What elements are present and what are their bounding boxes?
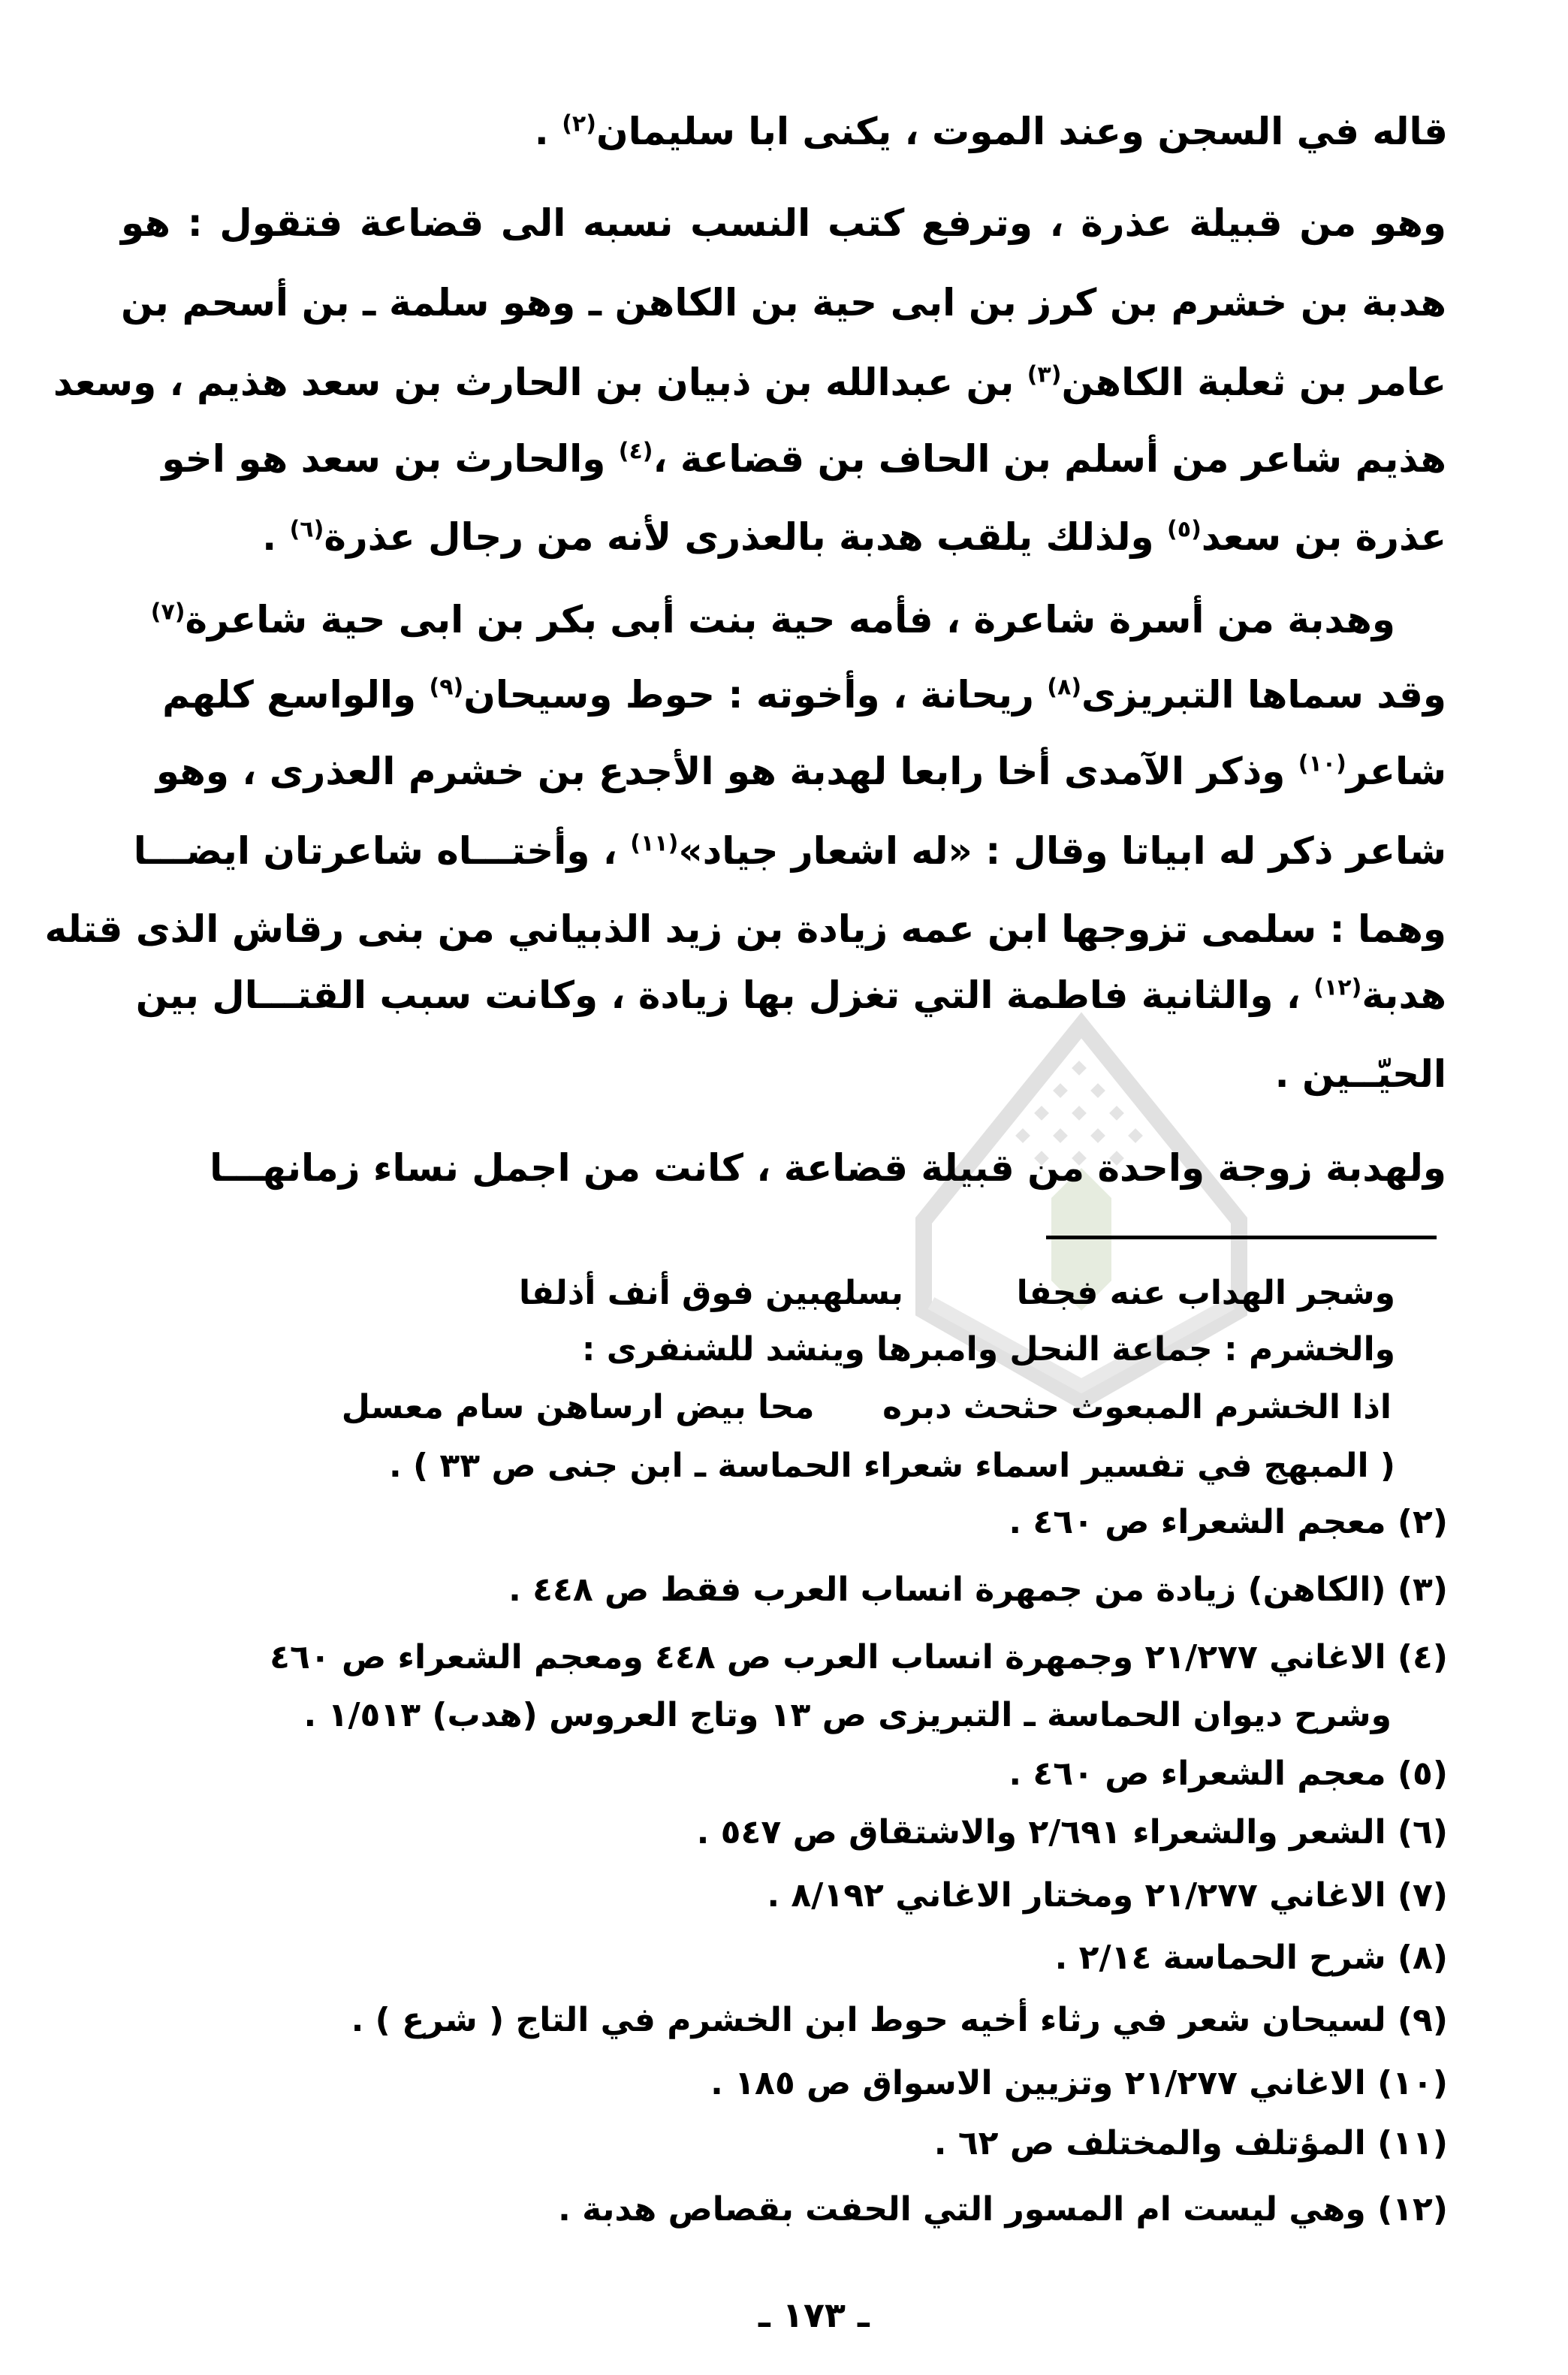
line-text: ، وأختـــاه شاعرتان ايضـــا [133, 829, 631, 873]
footnote-10 [710, 2064, 1448, 2102]
line-text: ولذلك يلقب هدبة بالعذرى لأنه من رجال عذرة [324, 515, 1168, 559]
line-text: والحارث بن سعد هو اخو [161, 437, 619, 481]
footnote-number: (٩) [1397, 2001, 1448, 2039]
footnote-12 [558, 2190, 1448, 2229]
footnote-number: (٤) [1397, 1638, 1448, 1676]
footnote-separator [1046, 1236, 1437, 1239]
footnote-7 [767, 1876, 1448, 1915]
body-line-10 [133, 829, 1446, 873]
footnote-ref[interactable]: (١٠) [1298, 750, 1346, 777]
footnote-text: الاغاني ٢١/٢٧٧ وتزيين الاسواق ص ١٨٥ . [710, 2064, 1366, 2102]
line-text: شاعر ذكر له ابياتا وقال : «له اشعار جياد» [678, 829, 1446, 873]
footnote-text: الشعر والشعراء ٢/٦٩١ والاشتقاق ص ٥٤٧ . [696, 1813, 1386, 1851]
line-text: والواسع كلهم [162, 673, 430, 717]
definition-text: والخشرم : جماعة النحل وامبرها وينشد للشنفرى : [581, 1330, 1395, 1369]
body-line-3 [121, 281, 1446, 324]
citation-text: ( المبهج في تفسير اسماء شعراء الحماسة ـ ابن جنى ص ٣٣ ) . [388, 1447, 1395, 1485]
line-text: بن عبدالله بن ذبيان بن الحارث بن سعد هذيم ، وسعد [53, 361, 1027, 404]
footnote-number: (٢) [1397, 1503, 1448, 1541]
line-text: هذيم شاعر من أسلم بن الحاف بن قضاعة ، [653, 437, 1446, 481]
line-text: الحيّــين . [1274, 1052, 1446, 1096]
footnote-number: (٣) [1397, 1571, 1448, 1609]
line-text: ريحانة ، وأخوته : حوط وسيحان [463, 673, 1048, 717]
body-line-4 [53, 361, 1446, 404]
footnote-text: الاغاني ٢١/٢٧٧ وجمهرة انساب العرب ص ٤٤٨ ومعجم الشعراء ص ٤٦٠ [270, 1638, 1386, 1676]
footnote-ref[interactable]: (٣) [1027, 361, 1062, 388]
body-line-14 [121, 1146, 1446, 1190]
body-line-12 [135, 973, 1446, 1017]
body-line-8 [162, 673, 1446, 717]
footnote-text: لسيحان شعر في رثاء أخيه حوط ابن الخشرم في التاج ( شرع ) . [351, 2001, 1386, 2039]
footnote-9 [351, 2001, 1448, 2039]
footnote-ref[interactable]: (١١) [630, 830, 679, 857]
line-text: وهو من قبيلة عذرة ، وترفع كتب النسب نسبه الى قضاعة فتقول : هو [121, 201, 1446, 245]
footnote-text: معجم الشعراء ص ٤٦٠ . [1009, 1503, 1386, 1541]
line-text: قاله في السجن وعند الموت ، يكنى ابا سليمان [596, 110, 1448, 153]
line-text: هدبة بن خشرم بن كرز بن ابى حية بن الكاهن ـ وهو سلمة ـ بن أسحم بن [121, 281, 1446, 324]
line-text: هدبة [1361, 973, 1446, 1017]
footnote-number: (١٠) [1377, 2064, 1448, 2102]
body-line-11 [44, 907, 1446, 951]
verse-hemistich-left: بسلهبين فوق أنف أذلفا [519, 1274, 903, 1312]
verse-2 [341, 1388, 1392, 1426]
footnote-8 [1054, 1939, 1448, 1977]
footnote-5 [1009, 1755, 1448, 1793]
footnote-number: (٦) [1397, 1813, 1448, 1851]
footnote-text: المؤتلف والمختلف ص ٦٢ . [933, 2124, 1366, 2162]
verse-hemistich-right: اذا الخشرم المبعوث حثحث دبره [882, 1388, 1392, 1426]
footnote-4-continued [303, 1696, 1392, 1734]
line-text: وهما : سلمى تزوجها ابن عمه زيادة بن زيد الذبياني من بنى رقاش الذى قتله [44, 907, 1446, 951]
footnote-ref[interactable]: (١٢) [1313, 974, 1362, 1001]
line-end: . [534, 110, 562, 153]
footnote-number: (٥) [1397, 1755, 1448, 1793]
footnote-2 [1009, 1503, 1448, 1541]
line-text: وذكر الآمدى أخا رابعا لهدبة هو الأجدع بن خشرم العذرى ، وهو [155, 750, 1298, 793]
footnote-3 [508, 1571, 1448, 1609]
footnote-4 [270, 1638, 1448, 1676]
footnote-definition [581, 1330, 1395, 1369]
footnote-text: الاغاني ٢١/٢٧٧ ومختار الاغاني ٨/١٩٢ . [767, 1876, 1386, 1915]
source-citation [388, 1447, 1395, 1485]
footnote-number: (١١) [1377, 2124, 1448, 2162]
footnote-number: (٧) [1397, 1876, 1448, 1915]
footnote-text: معجم الشعراء ص ٤٦٠ . [1009, 1755, 1386, 1793]
footnote-text: وهي ليست ام المسور التي الحفت بقصاص هدبة . [558, 2190, 1366, 2229]
footnote-number: (١٢) [1377, 2190, 1448, 2229]
body-line-6 [262, 515, 1446, 559]
line-text: وهدبة من أسرة شاعرة ، فأمه حية بنت أبى بكر بن ابى حية شاعرة [185, 598, 1395, 641]
line-text: عامر بن ثعلبة الكاهن [1061, 361, 1446, 404]
footnote-ref[interactable]: (٢) [562, 110, 596, 137]
verse-hemistich-right: وشجر الهداب عنه فجفا [1016, 1274, 1395, 1312]
line-end: . [262, 515, 290, 559]
footnote-ref[interactable]: (٥) [1167, 516, 1202, 543]
line-text: وقد سماها التبريزى [1081, 673, 1446, 717]
body-line-2 [121, 201, 1446, 245]
footnote-ref[interactable]: (٨) [1047, 674, 1082, 701]
page-number: ـ ١٧٣ ـ [758, 2295, 870, 2335]
verse-hemistich-left: محا بيض ارساهن سام معسل [341, 1388, 815, 1426]
body-line-7 [150, 598, 1395, 641]
line-text: ولهدبة زوجة واحدة من قبيلة قضاعة ، كانت من اجمل نساء زمانهـــا [210, 1146, 1446, 1190]
body-line-9 [155, 750, 1446, 793]
footnote-11 [933, 2124, 1448, 2162]
line-text: عذرة بن سعد [1201, 515, 1446, 559]
body-line-13 [1274, 1052, 1446, 1096]
footnote-6 [696, 1813, 1448, 1851]
footnote-text: (الكاهن) زيادة من جمهرة انساب العرب فقط ص ٤٤٨ . [508, 1571, 1386, 1609]
verse-1 [519, 1274, 1395, 1312]
body-line-1 [534, 110, 1448, 153]
footnote-ref[interactable]: (٤) [618, 438, 653, 465]
line-text: شاعر [1346, 750, 1446, 793]
footnote-ref[interactable]: (٦) [289, 516, 324, 543]
footnote-number: (٨) [1397, 1939, 1448, 1977]
footnote-text: شرح الحماسة ٢/١٤ . [1054, 1939, 1386, 1977]
footnote-ref[interactable]: (٧) [150, 599, 185, 626]
line-text: ، والثانية فاطمة التي تغزل بها زيادة ، وكانت سبب القتـــال بين [135, 973, 1314, 1017]
footnote-ref[interactable]: (٩) [429, 674, 464, 701]
body-line-5 [161, 437, 1446, 481]
footnote-text: وشرح ديوان الحماسة ـ التبريزى ص ١٣ وتاج العروس (هدب) ١/٥١٣ . [303, 1696, 1392, 1734]
